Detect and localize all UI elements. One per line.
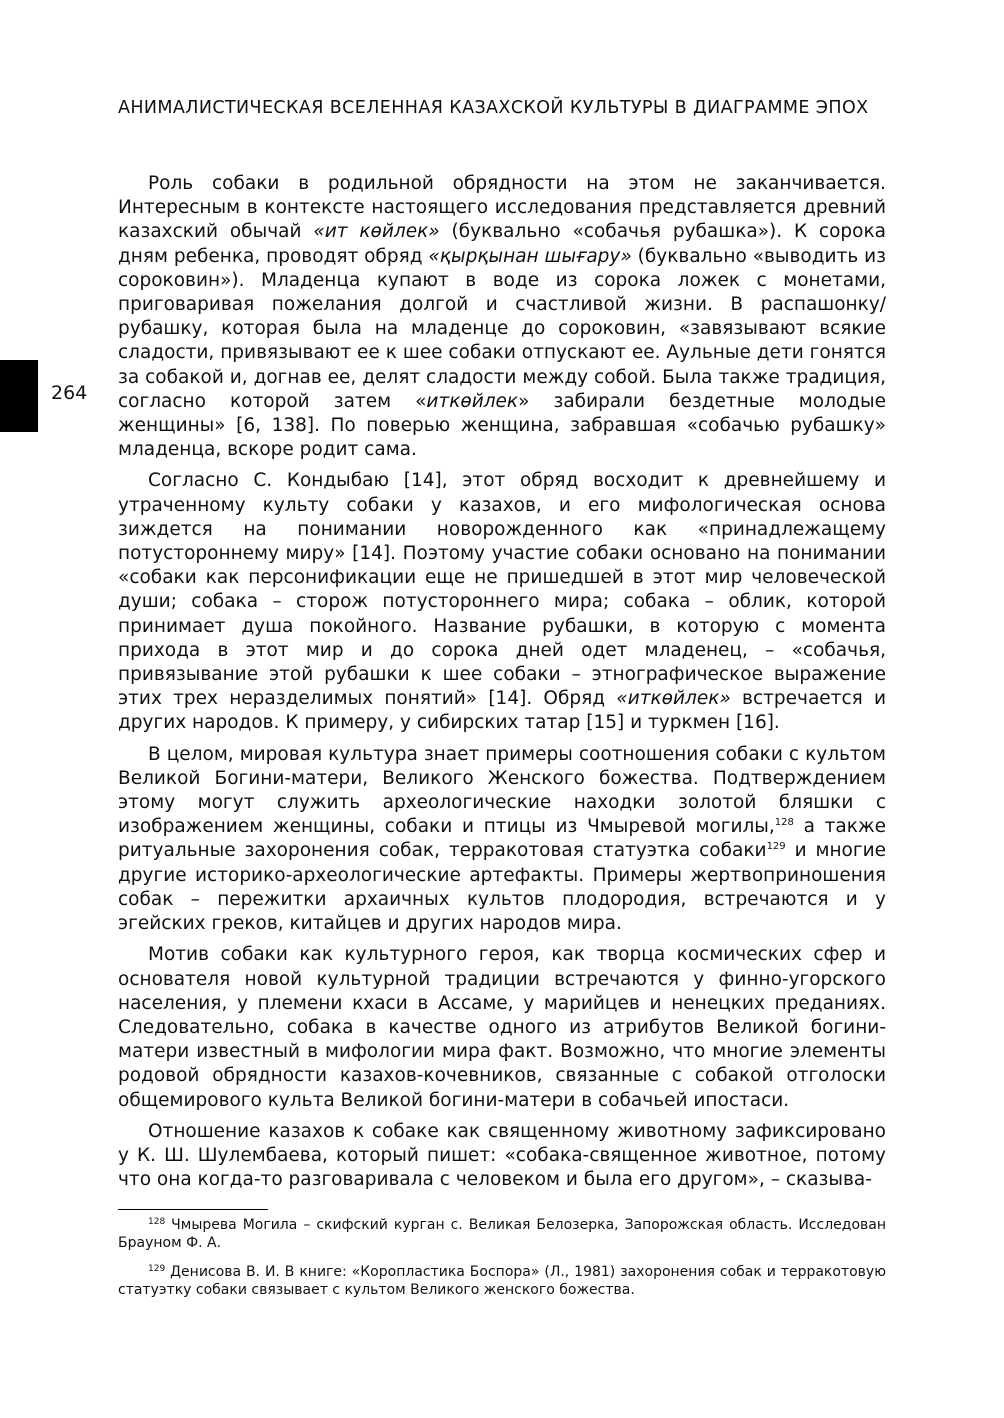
footnote-marker: 129 — [148, 1264, 166, 1274]
italic-term: «иткөйлек» — [616, 688, 731, 710]
footnote-ref-128[interactable]: 128 — [774, 817, 794, 829]
footnote-text: Денисова В. И. В книге: «Коропластика Боспора» (Л., 1981) захоронения собак и терракотовую статуэтку собаки связывает с культом Великого женского божества. — [118, 1264, 886, 1298]
paragraph-text: (буквально «выводить из сороковин»). Младенца купают в воде из сорока ложек с монетами, приговаривая пожелания долгой и счастливой жизни. В распашонку/рубашку, которая была на младенце до сороковин, «завязывают всякие сладости, привязывают ее к шее собаки отпускают ее. Аульные дети гонятся за собакой и, догнав ее, делят сладости между собой. Была также традиция, согласно которой затем « — [118, 245, 886, 412]
paragraph-text: встречается и других народов. К примеру, у сибирских татар [15] и туркмен [16]. — [118, 688, 886, 734]
paragraph-text: и многие другие историко-археологические артефакты. Примеры жертвоприношения собак – пережитки архаичных культов плодородия, встречаются и у эгейских греков, китайцев и других народов мира. — [118, 840, 887, 935]
paragraph-4: Мотив собаки как культурного героя, как творца космических сфер и основателя новой культурной традиции встречаются у финно-угорского населения, у племени кхаси в Ассаме, у марийцев и ненецких преданиях. Следовательно, собака в качестве одного из атрибутов Великой богини-матери известный в мифологии мира факт. Возможно, что многие элементы родовой обрядности казахов-кочевников, связанные с собакой отголоски общемирового культа Великой богини-матери в собачьей ипостаси. — [118, 944, 886, 1111]
page-edge-tab — [0, 360, 38, 432]
paragraph-1 — [118, 172, 886, 462]
footnote-marker: 128 — [148, 1217, 166, 1227]
page-number: 264 — [51, 382, 88, 404]
paragraph-text: а также ритуальные захоронения собак, терракотовая статуэтка собаки — [118, 816, 886, 862]
main-text — [118, 172, 886, 1199]
paragraph-3 — [118, 743, 886, 937]
italic-term: «ит көйлек» — [313, 221, 440, 243]
paragraph-text: Согласно С. Кондыбаю [14], этот обряд восходит к древнейшему и утраченному культу собаки у казахов, и его мифологическая основа зиждется на понимании новорожденного как «принадлежащему потустороннему миру» [14]. Поэтому участие собаки основано на понимании «собаки как персонификации еще не пришедшей в этот мир человеческой души; собака – сторож потустороннего мира; собака – облик, которой принимает душа покойного. Название рубашки, в которую с момента прихода в этот мир и до сорока дней одет младенец, – «собачья, привязывание этой рубашки к шее собаки – этнографическое выражение этих трех неразделимых понятий» [14]. Обряд — [118, 470, 886, 710]
footnote-128 — [118, 1216, 886, 1252]
italic-term: «қырқынан шығару» — [428, 245, 632, 267]
italic-term: иткөйлек — [426, 390, 519, 412]
paragraph-2 — [118, 469, 886, 735]
running-header: АНИМАЛИСТИЧЕСКАЯ ВСЕЛЕННАЯ КАЗАХСКОЙ КУЛЬТУРЫ В ДИАГРАММЕ ЭПОХ — [118, 98, 869, 118]
footnotes — [118, 1216, 886, 1310]
paragraph-5: Отношение казахов к собаке как священному животному зафиксировано у К. Ш. Шулембаева, который пишет: «собака-священное животное, потому что она когда-то разговаривала с человеком и была его другом», – сказыва- — [118, 1120, 886, 1191]
paragraph-text: Роль собаки в родильной обрядности на этом не заканчивается. Интересным в контексте настоящего исследования представляется древний казахский обычай — [118, 173, 886, 243]
footnote-129 — [118, 1263, 886, 1299]
footnote-ref-129[interactable]: 129 — [766, 841, 786, 853]
paragraph-text: » забирали бездетные молодые женщины» [6, 138]. По поверью женщина, забравшая «собачью рубашку» младенца, вскоре родит сама. — [118, 390, 886, 461]
footnote-separator — [118, 1209, 268, 1210]
paragraph-text: В целом, мировая культура знает примеры соотношения собаки с культом Великой Богини-матери, Великого Женского божества. Подтверждением этому могут служить археологические находки золотой бляшки с изображением женщины, собаки и птицы из Чмыревой могилы, — [118, 743, 886, 838]
footnote-text: Чмырева Могила – скифский курган с. Великая Белозерка, Запорожская область. Исследован Брауном Ф. А. — [118, 1217, 886, 1251]
paragraph-text: (буквально «собачья рубашка»). К сорока дням ребенка, проводят обряд — [118, 221, 886, 267]
